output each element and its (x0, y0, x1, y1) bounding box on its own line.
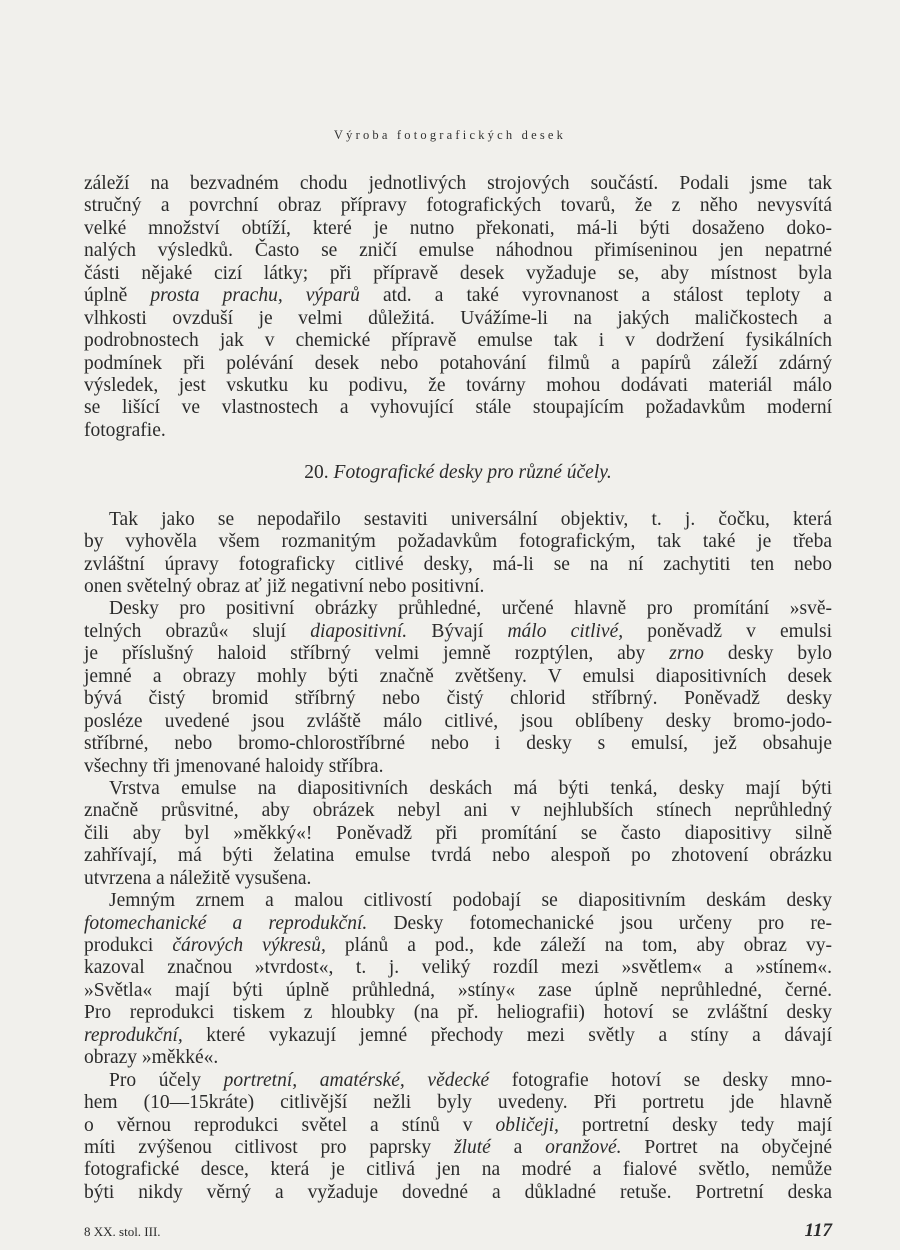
text-run: o věrnou reprodukci světel a stínů v (84, 1114, 496, 1136)
text-block-before-heading (84, 173, 832, 442)
text-run: desky bylo (703, 643, 832, 665)
text-line (84, 1002, 832, 1024)
paragraph (84, 890, 832, 1070)
paragraph (84, 598, 832, 778)
text-run: »Světla« mají býti úplně průhledná, »stíny« zase úplně neprůhledné, černé. (84, 979, 832, 1001)
text-line (84, 913, 832, 935)
text-run: Vrstva emulse na diapositivních deskách má býti tenká, desky mají býti (109, 777, 832, 799)
text-line (84, 218, 832, 240)
italic-text: prosta prachu, výparů (150, 285, 360, 307)
text-run: stříbrné, nebo bromo-chlorostříbrné nebo i desky s emulsí, jež obsahuje (84, 733, 832, 755)
text-run: nalých výsledků. Často se zničí emulse náhodnou přimíseninou jen nepatrné (84, 240, 832, 262)
section-heading (84, 462, 832, 484)
text-run: úplně (84, 285, 151, 307)
text-run: posléze uvedené jsou zvláště málo citlivé, jsou oblíbeny desky bromo-jodo- (84, 710, 832, 732)
text-line (84, 890, 832, 912)
text-run: Tak jako se nepodařilo sestaviti universální objektiv, t. j. čočku, která (109, 508, 832, 530)
text-line (84, 531, 832, 553)
text-run: poněvadž v emulsi (623, 620, 833, 642)
italic-text: portretní, amatérské, vědecké (223, 1069, 490, 1091)
text-line (84, 509, 832, 531)
text-run: by vyhověla všem rozmanitým požadavkům fotografickým, tak také je třeba (84, 531, 832, 553)
italic-text: zrno (669, 643, 704, 665)
text-run: je příslušný haloid stříbrný velmi jemně rozptýlen, aby (84, 643, 670, 665)
text-line (84, 688, 832, 710)
text-run: záleží na bezvadném chodu jednotlivých strojových součástí. Podali jsme tak (84, 173, 832, 194)
text-run: Jemným zrnem a malou citlivostí podobají se diapositivním deskám desky (109, 890, 832, 912)
text-run: stručný a povrchní obraz přípravy fotografických tovarů, že z něho nevysvítá (84, 195, 832, 217)
text-line (84, 845, 832, 867)
text-run: Portret na obyčejné (621, 1136, 832, 1158)
text-line (84, 666, 832, 688)
text-run: jemné a obrazy mohly býti značně zvětšeny. V emulsi diapositivních desek (84, 665, 832, 687)
text-line (84, 308, 832, 330)
text-run: zahřívají, má býti želatina emulse tvrdá nebo alespoň po zhotovení obrázku (84, 845, 832, 867)
text-line (84, 1115, 832, 1137)
printer-signature: 8 XX. stol. III. (84, 1224, 161, 1239)
text-line (84, 397, 832, 419)
text-run: výsledek, jest vskutku ku podivu, že továrny mohou dodávati materiál málo (84, 374, 832, 396)
text-run: hem (10—15kráte) citlivější nežli byly uvedeny. Při portretu jde hlavně (84, 1092, 832, 1114)
text-run: onen světelný obraz ať již negativní nebo positivní. (84, 576, 485, 598)
text-line (84, 778, 832, 800)
text-line (84, 195, 832, 217)
text-line (84, 554, 832, 576)
text-run: zvláštní úpravy fotograficky citlivé desky, má-li se na ní zachytiti ten nebo (84, 553, 832, 575)
italic-text: málo citlivé, (507, 620, 624, 642)
text-line (84, 263, 832, 285)
italic-text: reprodukční, (84, 1024, 183, 1046)
italic-text: žluté (453, 1136, 491, 1158)
section-title: Fotografické desky pro různé účely. (333, 462, 612, 484)
text-run: atd. a také vyrovnanost a stálost teploty a (359, 285, 832, 307)
text-line (84, 420, 832, 442)
text-run: čili aby byl »měkký«! Poněvadž při promítání se často diapositivy silně (84, 822, 832, 844)
text-run: plánů a pod., kde záleží na tom, aby obraz vy- (325, 935, 832, 957)
italic-text: fotomechanické a reprodukční. (84, 912, 368, 934)
text-run: Desky pro positivní obrázky průhledné, určené hlavně pro promítání »svě- (109, 598, 832, 620)
section-number: 20. (304, 462, 329, 484)
text-run: které vykazují jemné přechody mezi světly a stíny a dávají (182, 1024, 832, 1046)
page-number: 117 (804, 1220, 832, 1241)
text-line (84, 1137, 832, 1159)
running-head: Výroba fotografických desek (333, 128, 567, 142)
text-line (84, 576, 832, 598)
text-line (84, 1159, 832, 1181)
text-line (84, 1092, 832, 1114)
text-run: podmínek při polévání desek nebo potahování filmů a papírů záleží zdárný (84, 352, 832, 374)
text-run: obrazy »měkké«. (84, 1047, 219, 1069)
text-line (84, 756, 832, 778)
text-run: býti nikdy věrný a vyžaduje dovedné a důkladné retuše. Portretní deska (84, 1181, 832, 1203)
text-run: velké množství obtíží, které je nutno překonati, má-li býti dosaženo doko- (84, 217, 832, 239)
paragraph (84, 778, 832, 890)
text-run: kazoval značnou »tvrdost«, t. j. veliký rozdíl mezi »světlem« a »stínem«. (84, 957, 832, 979)
italic-text: oranžové. (545, 1136, 622, 1158)
italic-text: čárových výkresů, (172, 935, 326, 957)
paragraph (84, 1070, 832, 1205)
text-run: značně průsvitné, aby obrázek nebyl ani v nejhlubších stínech neprůhledný (84, 800, 832, 822)
text-line (84, 823, 832, 845)
text-line (84, 800, 832, 822)
text-line (84, 598, 832, 620)
text-line (84, 957, 832, 979)
text-line (84, 733, 832, 755)
text-run: fotografie. (84, 419, 166, 441)
text-line (84, 173, 832, 195)
text-run: Desky fotomechanické jsou určeny pro re- (367, 912, 832, 934)
text-run: části nějaké cizí látky; při přípravě desek vyžaduje se, aby místnost byla (84, 262, 832, 284)
text-line (84, 285, 832, 307)
text-run: telných obrazů« slují (84, 620, 311, 642)
text-line (84, 980, 832, 1002)
text-line (84, 1070, 832, 1092)
text-run: produkci (84, 935, 173, 957)
text-block-after-heading (84, 509, 832, 1205)
text-line (84, 935, 832, 957)
italic-text: obličeji, (495, 1114, 559, 1136)
text-line (84, 621, 832, 643)
paragraph (84, 173, 832, 442)
text-run: míti zvýšenou citlivost pro paprsky (84, 1136, 454, 1158)
text-run: portretní desky tedy mají (558, 1114, 832, 1136)
text-run: se lišící ve vlastnostech a vyhovující stále stoupajícím požadavkům moderní (84, 397, 832, 419)
page-body (84, 173, 832, 1204)
italic-text: diapositivní. (310, 620, 408, 642)
text-run: a (490, 1136, 546, 1158)
text-run: všechny tři jmenované haloidy stříbra. (84, 755, 384, 777)
text-line (84, 240, 832, 262)
text-run: Bývají (407, 620, 508, 642)
text-run: podrobnostech jak v chemické přípravě emulse tak i v dodržení fysikálních (84, 330, 832, 352)
text-line (84, 1182, 832, 1204)
text-line (84, 1025, 832, 1047)
text-run: utvrzena a náležitě vysušena. (84, 867, 312, 889)
text-run: bývá čistý bromid stříbrný nebo čistý chlorid stříbrný. Poněvadž desky (84, 688, 832, 710)
text-line (84, 353, 832, 375)
text-run: Pro účely (109, 1069, 224, 1091)
text-line (84, 1047, 832, 1069)
text-run: vlhkosti ovzduší je velmi důležitá. Uvážíme-li na jakých maličkostech a (84, 307, 832, 329)
paragraph (84, 509, 832, 599)
text-run: fotografie hotoví se desky mno- (489, 1069, 832, 1091)
text-line (84, 643, 832, 665)
text-run: Pro reprodukci tiskem z hloubky (na př. heliografii) hotoví se zvláštní desky (84, 1002, 832, 1024)
text-line (84, 330, 832, 352)
text-line (84, 711, 832, 733)
text-line (84, 868, 832, 890)
text-run: fotografické desce, která je citlivá jen na modré a fialové světlo, nemůže (84, 1159, 832, 1181)
text-line (84, 375, 832, 397)
